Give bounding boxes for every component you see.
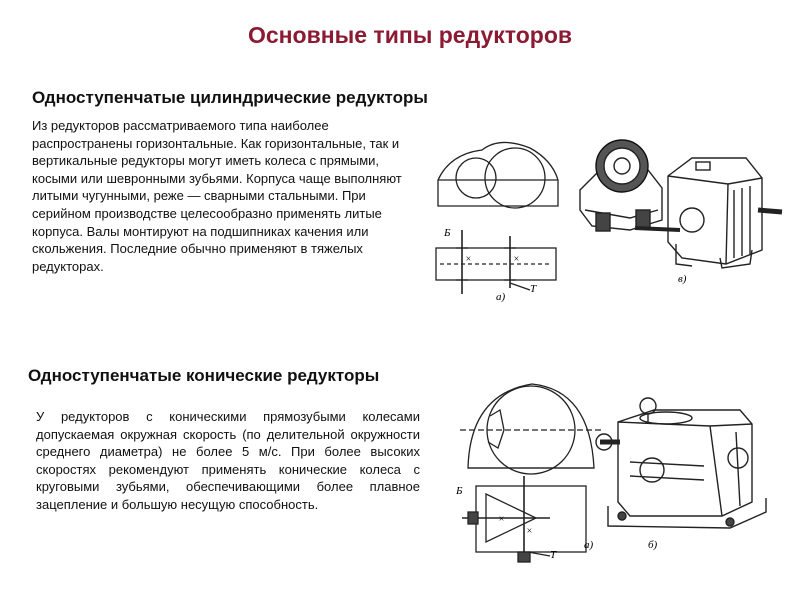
label-t: Т <box>530 283 537 295</box>
label-v: в) <box>678 273 687 285</box>
svg-text:×: × <box>498 514 505 525</box>
conical-reducer-figure <box>440 366 800 566</box>
svg-text:×: × <box>513 254 520 265</box>
label-b: Б <box>456 485 463 497</box>
section-text-conical: У редукторов с коническими прямозубыми колесами допускаемая окружная скорость (по делительной окружности среднего диаметра) не более 5 м/с. При более высоких скоростях рекомендуют применять конические колеса с круговыми зубьями, обеспечивающими более плавное зацепление и большую несущую способность. <box>36 409 420 512</box>
section-heading-conical: Одноступенчатые конические редукторы <box>28 366 380 385</box>
svg-text:×: × <box>526 526 533 537</box>
label-a: а) <box>584 539 594 551</box>
section-heading-cylindrical: Одноступенчатые цилиндрические редукторы <box>32 88 428 107</box>
label-t: Т <box>550 549 557 561</box>
label-b: Б <box>444 227 451 239</box>
label-b2: б) <box>648 539 658 551</box>
svg-text:×: × <box>465 254 472 265</box>
cylindrical-reducer-figure <box>430 118 800 308</box>
page-title: Основные типы редукторов <box>247 22 573 48</box>
section-text-cylindrical: Из редукторов рассматриваемого типа наиболее распространены горизонтальные. Как горизонтальные, так и вертикальные редукторы могут иметь колеса с прямыми, косыми или шевронными зубьями. Корпуса чаще выполняют литыми чугунными, реже — сварными стальными. При серийном производстве целесообразно применять литые корпуса. Валы монтируют на подшипниках качения или скольжения. Последние обычно применяют в тяжелых редукторах. <box>32 118 402 274</box>
label-a: а) <box>496 291 506 303</box>
